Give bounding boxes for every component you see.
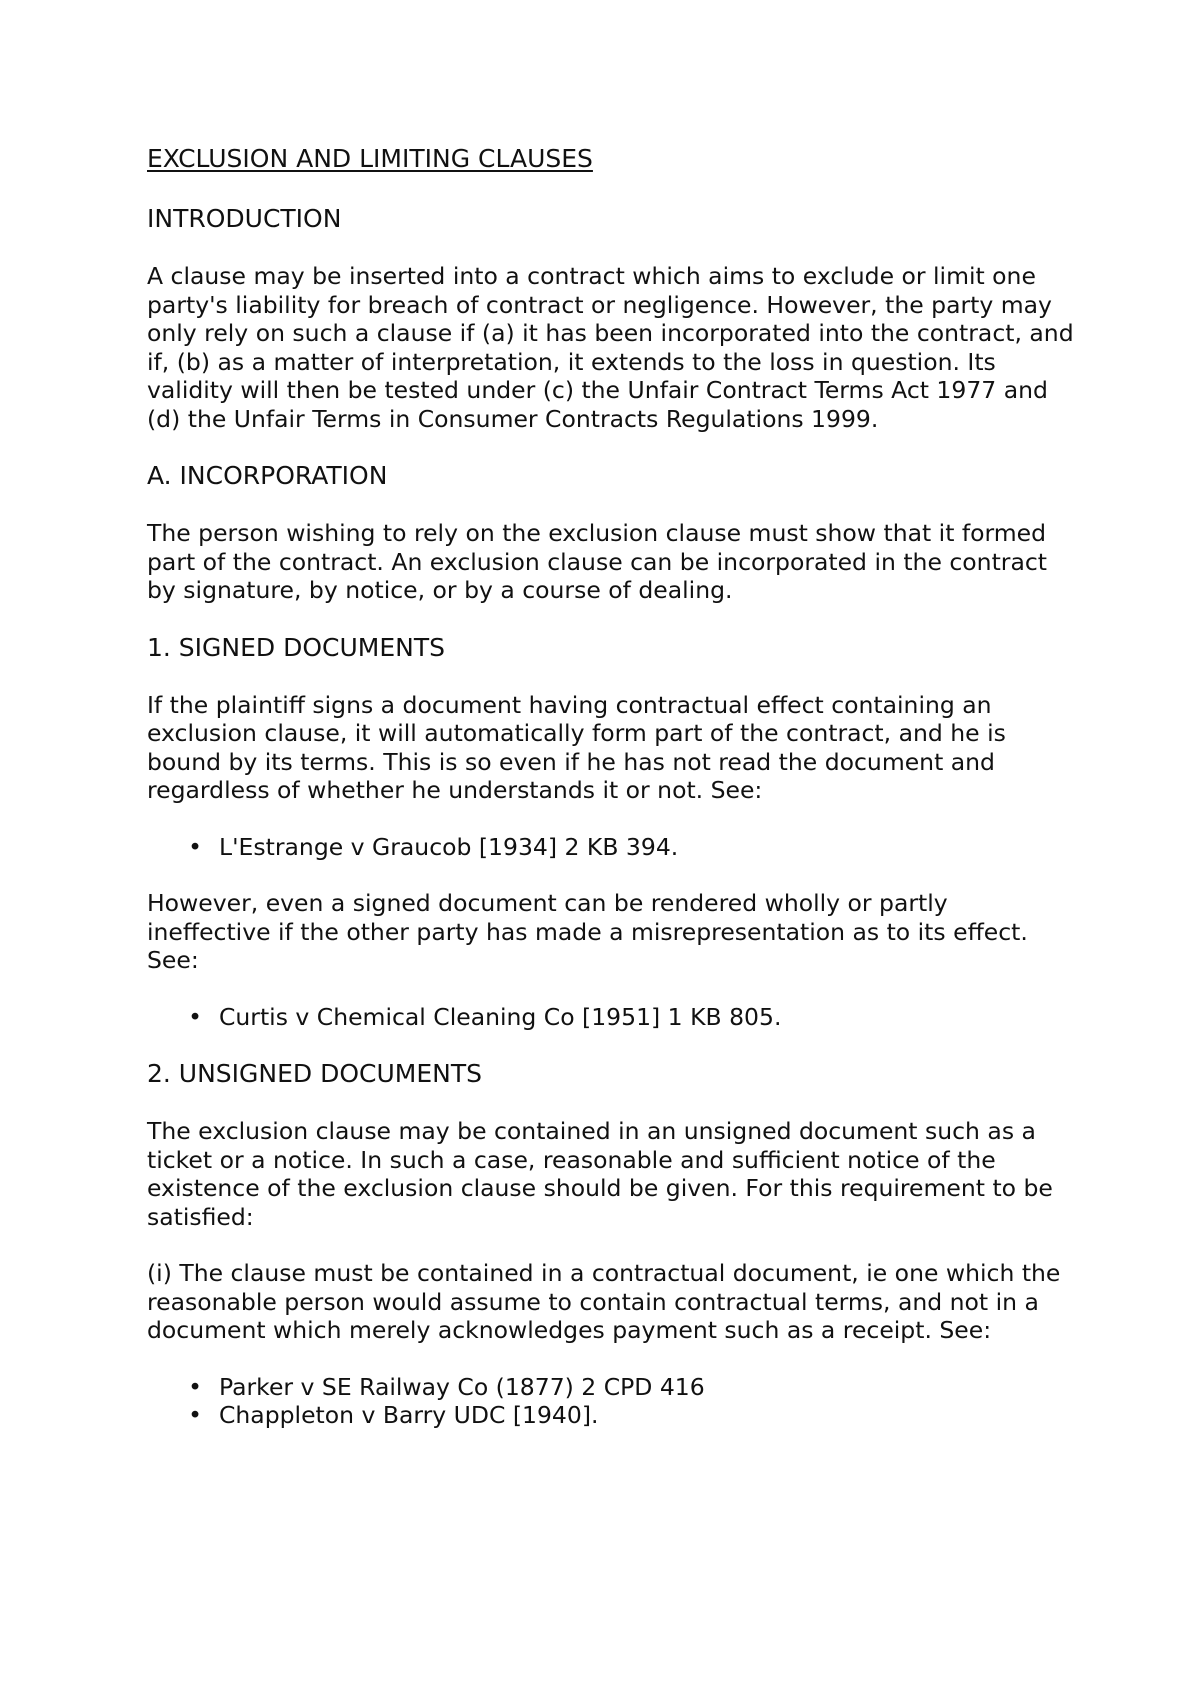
document-page: [147, 144, 1077, 1458]
case-citation: Curtis v Chemical Cleaning Co [1951] 1 KB 805.: [219, 1002, 782, 1031]
point-i-cases-list: [147, 1373, 1077, 1430]
list-item: [188, 1401, 1077, 1430]
bullet-icon: •: [188, 1401, 202, 1429]
signed-cases-list: [147, 833, 1077, 862]
misrepresentation-cases-list: [147, 1003, 1077, 1032]
case-citation: L'Estrange v Graucob [1934] 2 KB 394.: [219, 832, 679, 861]
intro-heading: INTRODUCTION: [147, 204, 342, 233]
bullet-icon: •: [188, 1002, 202, 1031]
unsigned-documents-heading: 2. UNSIGNED DOCUMENTS: [147, 1059, 482, 1088]
bullet-icon: •: [188, 832, 202, 861]
unsigned-documents-paragraph: The exclusion clause may be contained in an unsigned document such as a ticket or a notice. In such a case, reasonable and sufficient notice of the existence of the exclusion clause should be given. For this requirement to be satisfied:: [147, 1117, 1053, 1231]
signed-documents-heading: 1. SIGNED DOCUMENTS: [147, 632, 445, 662]
list-item: [188, 1002, 1077, 1032]
case-citation: Parker v SE Railway Co (1877) 2 CPD 416: [219, 1372, 705, 1401]
list-item: [188, 832, 1077, 862]
section-a-heading: A. INCORPORATION: [147, 461, 388, 490]
case-citation: Chappleton v Barry UDC [1940].: [219, 1401, 599, 1429]
misrepresentation-paragraph: However, even a signed document can be rendered wholly or partly ineffective if the other party has made a misrepresentation as to its effect. See:: [147, 889, 1028, 974]
list-item: [188, 1372, 1077, 1402]
bullet-icon: •: [188, 1372, 202, 1401]
document-title: EXCLUSION AND LIMITING CLAUSES: [147, 144, 593, 173]
intro-paragraph: A clause may be inserted into a contract which aims to exclude or limit one party's liability for breach of contract or negligence. However, the party may only rely on such a clause if (a) it has been incorporated into the contract, and if, (b) as a matter of interpretation, it extends to the loss in question. Its validity will then be tested under (c) the Unfair Contract Terms Act 1977 and (d) the Unfair Terms in Consumer Contracts Regulations 1999.: [147, 262, 1074, 433]
section-a-paragraph: The person wishing to rely on the exclusion clause must show that it formed part of the contract. An exclusion clause can be incorporated in the contract by signature, by notice, or by a course of dealing.: [147, 519, 1047, 604]
point-i-paragraph: (i) The clause must be contained in a contractual document, ie one which the reasonable person would assume to contain contractual terms, and not in a document which merely acknowledges payment such as a receipt. See:: [147, 1259, 1061, 1344]
signed-documents-paragraph: If the plaintiff signs a document having contractual effect containing an exclusion clause, it will automatically form part of the contract, and he is bound by its terms. This is so even if he has not read the document and regardless of whether he understands it or not. See:: [147, 690, 1006, 804]
